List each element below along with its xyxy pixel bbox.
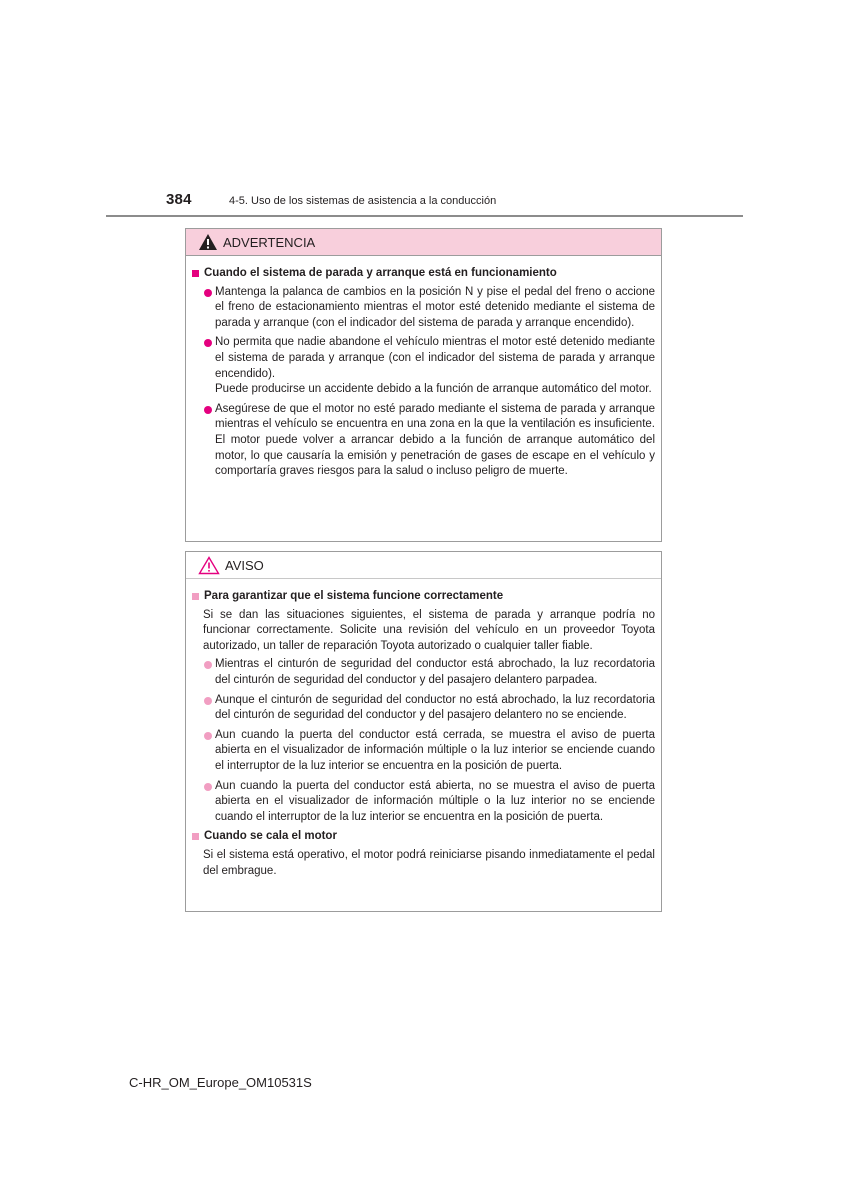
circle-bullet-icon [204, 339, 212, 347]
circle-bullet-icon [204, 406, 212, 414]
square-bullet-icon [192, 593, 199, 600]
list-item-text: No permita que nadie abandone el vehículo mientras el motor esté detenido mediante el sistema de parada y arranque (con el indicador del sistema de parada y arranque encendido). [215, 336, 655, 380]
circle-bullet-icon [204, 289, 212, 297]
warning-title: ADVERTENCIA [223, 234, 316, 250]
notice-box [185, 551, 662, 912]
list-item-text: Aunque el cinturón de seguridad del conductor no está abrochado, la luz recordatoria del cinturón de seguridad del conductor y del pasajero delantero no se enciende. [215, 693, 655, 722]
warning-header [186, 229, 661, 256]
circle-bullet-icon [204, 783, 212, 791]
warning-triangle-icon [198, 233, 218, 251]
list-item-extra: Puede producirse un accidente debido a la función de arranque automático del motor. [215, 383, 652, 396]
circle-bullet-icon [204, 697, 212, 705]
list-item [190, 779, 655, 826]
notice-subheading [190, 589, 655, 605]
notice-header [186, 552, 661, 579]
list-item [190, 402, 655, 480]
list-item [190, 728, 655, 775]
warning-subheading [190, 266, 655, 282]
list-item-text: Asegúrese de que el motor no esté parado mediante el sistema de parada y arranque mientras el vehículo se encuentra en una zona en la que la ventilación es insuficiente. El motor puede volver a arrancar debido a la función de arranque automático del motor, lo que causaría la emisión y penetración de gases de escape en el vehículo y comportaría graves riesgos para la salud o incluso peligro de muerte. [215, 402, 655, 478]
notice-heading-text: Cuando se cala el motor [204, 830, 337, 843]
notice-intro: Si el sistema está operativo, el motor podrá reiniciarse pisando inmediatamente el pedal del embrague. [203, 848, 655, 877]
circle-bullet-icon [204, 732, 212, 740]
list-item [190, 657, 655, 688]
notice-heading-text: Para garantizar que el sistema funcione correctamente [204, 590, 504, 602]
list-item-text: Mantenga la palanca de cambios en la posición N y pise el pedal del freno o accione el freno de estacionamiento mientras el motor esté detenido mediante el sistema de parada y arranque (con el indicador del sistema de parada y arranque encendido). [215, 285, 655, 329]
list-item [190, 693, 655, 724]
notice-title: AVISO [225, 557, 264, 573]
notice-triangle-icon [198, 556, 220, 575]
header-rule [106, 215, 743, 217]
list-item-text: Aun cuando la puerta del conductor está cerrada, se muestra el aviso de puerta abierta en el visualizador de información múltiple o la luz interior se enciende cuando el interruptor de la luz interior se encuentra en la posición de puerta. [215, 728, 655, 772]
page-number: 384 [166, 191, 192, 208]
warning-body [186, 256, 661, 480]
list-item [190, 285, 655, 332]
circle-bullet-icon [204, 661, 212, 669]
list-item [190, 335, 655, 397]
warning-heading-text: Cuando el sistema de parada y arranque está en funcionamiento [204, 267, 557, 279]
document-code: C-HR_OM_Europe_OM10531S [129, 1075, 312, 1090]
section-title: 4-5. Uso de los sistemas de asistencia a la conducción [229, 195, 497, 207]
notice-body [186, 579, 661, 879]
warning-box [185, 228, 662, 542]
notice-intro: Si se dan las situaciones siguientes, el sistema de parada y arranque podría no funcionar correctamente. Solicite una revisión del vehículo en un proveedor Toyota autorizado, un taller de reparación Toyota autorizado o cualquier taller fiable. [203, 608, 655, 652]
square-bullet-icon [192, 270, 199, 277]
notice-subheading [190, 829, 655, 845]
list-item-text: Aun cuando la puerta del conductor está abierta, no se muestra el aviso de puerta abierta en el visualizador de información múltiple o la luz interior no se enciende cuando el interruptor de la luz interior se encuentra en la posición de puerta. [215, 779, 655, 823]
list-item-text: Mientras el cinturón de seguridad del conductor está abrochado, la luz recordatoria del cinturón de seguridad del conductor y del pasajero delantero parpadea. [215, 658, 655, 686]
square-bullet-icon [192, 833, 199, 840]
